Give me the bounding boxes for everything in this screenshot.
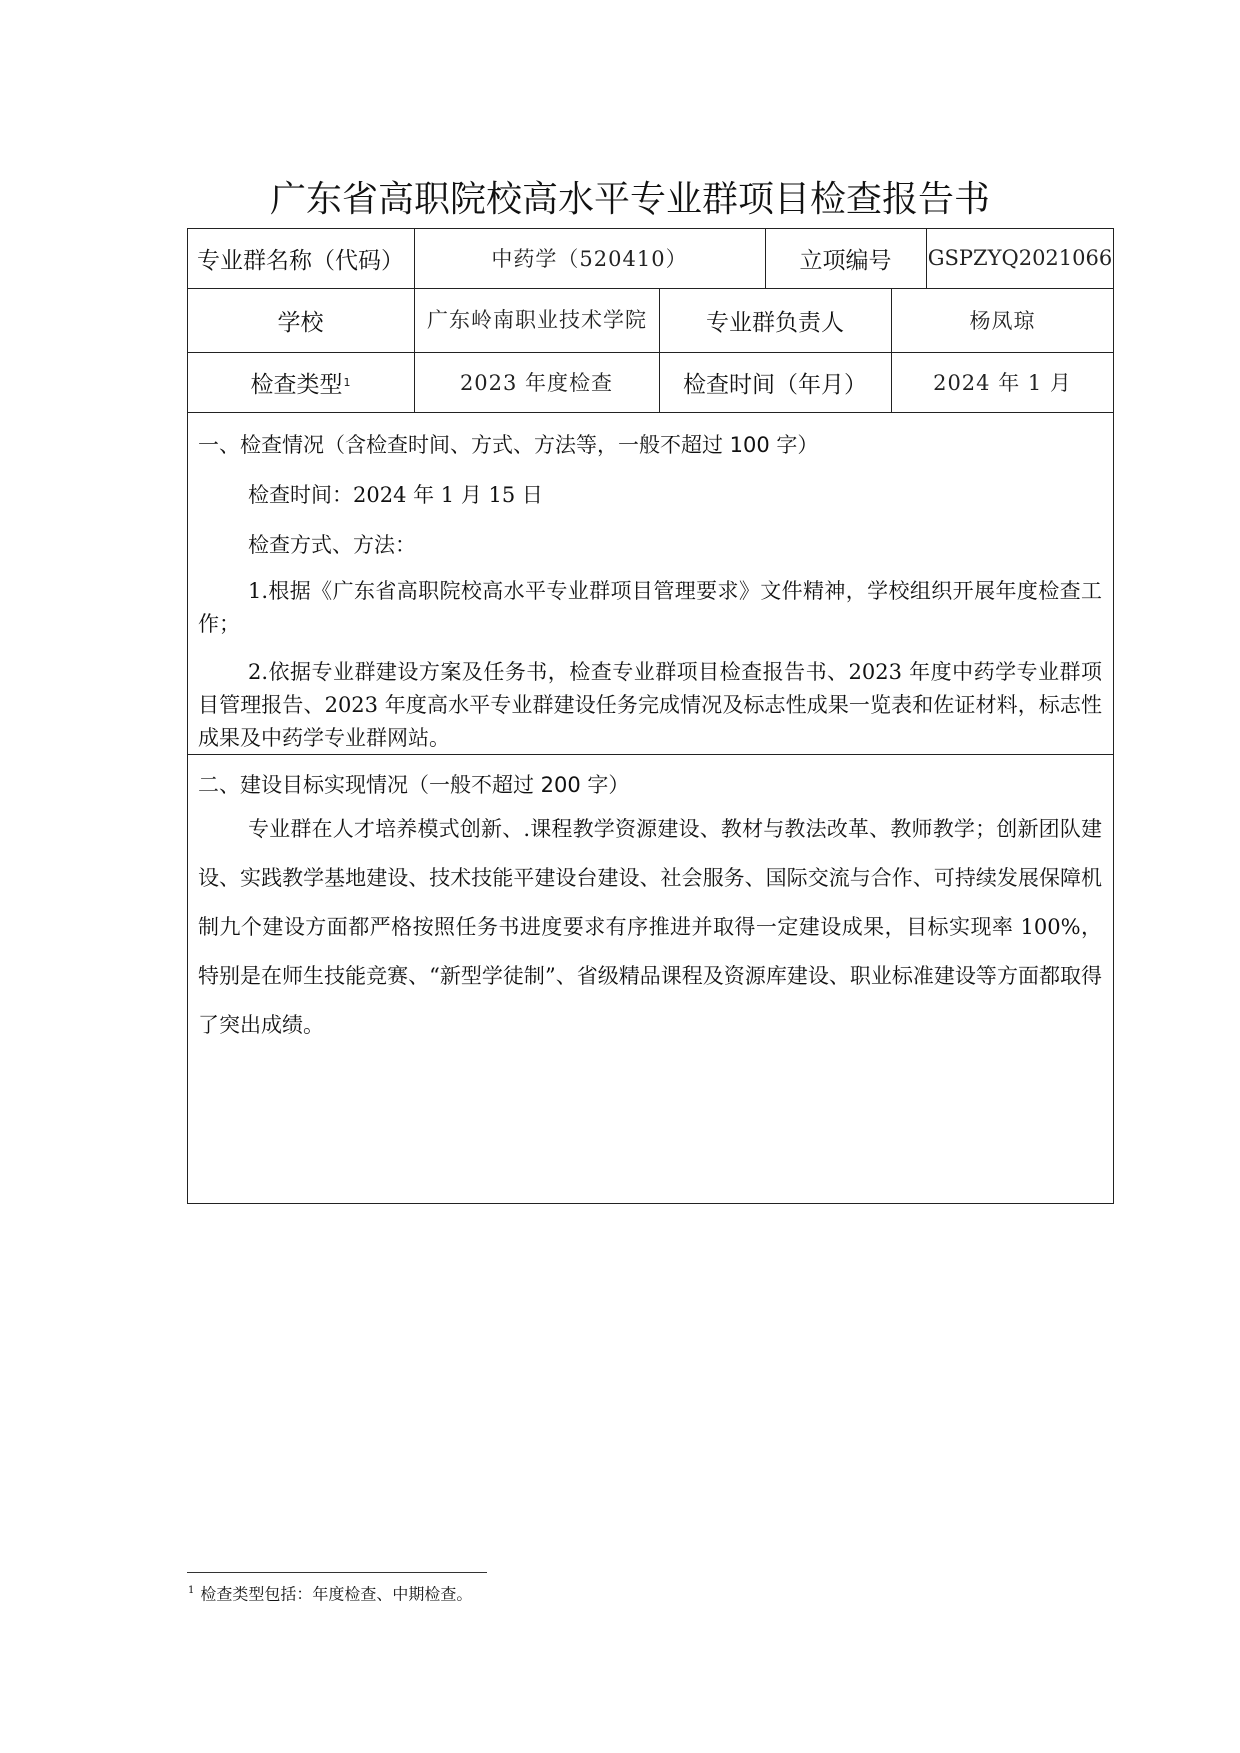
check-method-label: 检查方式、方法：	[248, 533, 416, 557]
school-label: 学校	[277, 309, 324, 336]
group-name-label: 专业群名称（代码）	[197, 247, 404, 274]
footnote-text: 检查类型包括：年度检查、中期检查。	[200, 1584, 473, 1604]
section2-body: 专业群在人才培养模式创新、.课程教学资源建设、教材与教法改革、教师教学；创新团队建设、实践教学基地建设、技术技能平建设台建设、社会服务、国际交流与合作、可持续发展保障机制九个建设方面都严格按照任务书进度要求有序推进并取得一定建设成果，目标实现率 100%，特别是在师生技能竞赛、“新型学徒制”、省级精品课程及资源库建设、职业标准建设等方面都取得了突出成绩。	[198, 817, 1102, 1037]
project-no-value: GSPZYQ2021066	[927, 246, 1113, 270]
section1-heading: 一、检查情况（含检查时间、方式、方法等，一般不超过 100 字）	[198, 433, 819, 457]
check-date-label: 检查时间：	[248, 483, 353, 507]
document-title: 广东省高职院校高水平专业群项目检查报告书	[269, 179, 990, 220]
check-time-value: 2024 年 1 月	[933, 371, 1072, 395]
check-type-value: 2023 年度检查	[459, 371, 614, 395]
section2-heading: 二、建设目标实现情况（一般不超过 200 字）	[198, 773, 630, 797]
footnote-ref: 1	[343, 375, 351, 389]
leader-value: 杨凤琼	[969, 309, 1036, 333]
check-type-label: 检查类型	[250, 371, 343, 398]
school-value: 广东岭南职业技术学院	[427, 308, 647, 332]
leader-label: 专业群负责人	[706, 309, 844, 336]
check-date-value: 2024 年 1 月 15 日	[353, 483, 543, 507]
check-time-line	[248, 480, 543, 510]
check-method-line	[248, 530, 416, 560]
method-item-1: 1.根据《广东省高职院校高水平专业群项目管理要求》文件精神，学校组织开展年度检查工作；	[198, 579, 1102, 636]
footnote-rule	[187, 1572, 487, 1573]
footnote	[187, 1580, 472, 1605]
check-time-label: 检查时间（年月）	[683, 371, 867, 398]
footnote-mark: 1	[188, 1585, 195, 1596]
row-divider	[187, 412, 1114, 413]
group-name-value: 中药学（520410）	[491, 247, 688, 271]
check-type-label-cell	[187, 352, 414, 412]
project-no-label: 立项编号	[799, 247, 892, 274]
method-item-2: 2.依据专业群建设方案及任务书，检查专业群项目检查报告书、2023 年度中药学专业群项目管理报告、2023 年度高水平专业群建设任务完成情况及标志性成果一览表和佐证材料，标志性成果及中药学专业群网站。	[198, 660, 1102, 750]
